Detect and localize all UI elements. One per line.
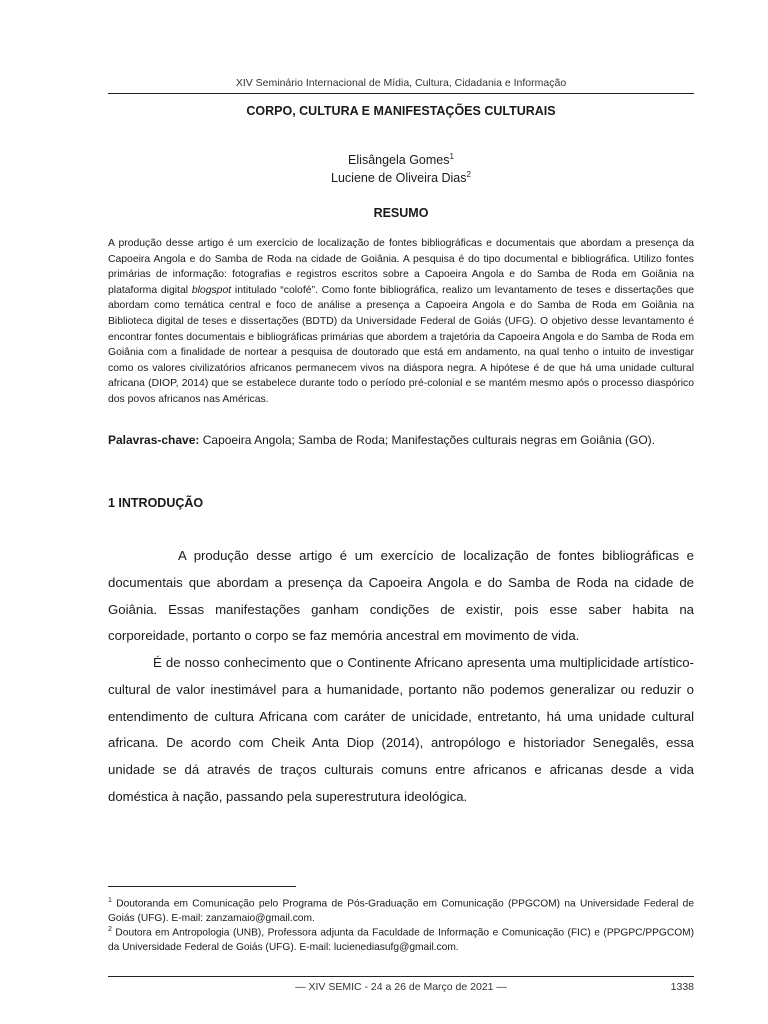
paper-title: CORPO, CULTURA E MANIFESTAÇÕES CULTURAIS xyxy=(246,104,556,118)
footer-conference: — XIV SEMIC - 24 a 26 de Março de 2021 — xyxy=(295,981,507,993)
body-paragraph-1: A produção desse artigo é um exercício de localização de fontes bibliográficas e documentais que abordam a presença da Capoeira Angola e do Samba de Roda na cidade de Goiânia. Essas manifestações ganham condições de existir, pois esse saber habita na corporeidade, portanto o corpo se faz memória ancestral em movimento de vida. xyxy=(108,548,694,644)
abstract-part-2: intitulado “colofé”. Como fonte bibliográfica, realizo um levantamento de teses e dissertações que abordam como temática central e foco de análise a presença a Capoeira Angola e do Samba de Roda em Goiânia na Biblioteca digital de teses e dissertações (BDTD) da Universidade Federal de Goiás (UFG). O objetivo desse levantamento é encontrar fontes documentais e bibliográficas primárias que abordem a trajetória da Capoeira Angola e do Samba de Roda em Goiânia com a finalidade de nortear a pesquisa de doutorado que está em andamento, na qual tenho o intuito de investigar como os valores civilizatórios africanos permanecem vivos na diáspora negra. A hipótese é de que há uma unidade cultural africana (DIOP, 2014) que se estabelece durante todo o período pré-colonial e se mantém mesmo após o processo diaspórico dos povos africanos nas Américas. xyxy=(108,284,694,405)
keywords xyxy=(108,433,694,447)
abstract-italic-term: blogspot xyxy=(191,284,232,296)
body-paragraph-2: É de nosso conhecimento que o Continente Africano apresenta uma multiplicidade artístico-cultural de valor inestimável para a humanidade, portanto não podemos generalizar ou reduzir o entendimento de cultura Africana com caráter de unicidade, entretanto, há uma unidade cultural africana. De acordo com Cheik Anta Diop (2014), antropólogo e historiador Senegalês, essa unidade se dá através de traços culturais comuns entre africanos e africanas desde a vida doméstica à nação, passando pela superestrutura ideológica. xyxy=(108,655,694,804)
abstract-part-1: A produção desse artigo é um exercício de localização de fontes bibliográficas e documentais que abordam a presença da Capoeira Angola e do Samba de Roda na cidade de Goiânia. A pesquisa é do tipo documental e bibliográfica. Utilizo fontes primárias de informação: fotografias e registros escritos sobre a Capoeira Angola e do Samba de Roda em Goiânia na plataforma digital xyxy=(108,238,694,296)
footnote-2-text: Doutora em Antropologia (UNB), Professora adjunta da Faculdade de Informação e Comunicação (FIC) e (PPGPC/PPGCOM) da Universidade Federal de Goiás (UFG). E-mail: lucienediasufg@gmail.com. xyxy=(108,927,694,953)
author-1 xyxy=(108,152,694,167)
page-number: 1338 xyxy=(670,981,694,993)
author-2-footnote-mark[interactable]: 2 xyxy=(466,170,471,179)
footer-rule xyxy=(108,976,694,977)
author-2 xyxy=(108,170,694,185)
footnote-2-mark: 2 xyxy=(108,926,112,933)
header-rule xyxy=(108,93,694,94)
author-1-name: Elisângela Gomes xyxy=(348,153,450,168)
author-1-footnote-mark[interactable]: 1 xyxy=(449,152,454,161)
author-2-name: Luciene de Oliveira Dias xyxy=(331,171,467,186)
section-heading-introduction: 1 INTRODUÇÃO xyxy=(108,496,204,510)
footnote-1-text: Doutoranda em Comunicação pelo Programa de Pós-Graduação em Comunicação (PPGCOM) na Universidade Federal de Goiás (UFG). E-mail: zanzamaio@gmail.com. xyxy=(108,898,694,924)
footnote-1 xyxy=(108,894,694,926)
footnote-2 xyxy=(108,923,694,955)
keywords-label: Palavras-chave: xyxy=(108,433,200,447)
footnote-1-mark: 1 xyxy=(108,897,112,904)
keywords-text: Capoeira Angola; Samba de Roda; Manifestações culturais negras em Goiânia (GO). xyxy=(199,433,655,447)
abstract-text xyxy=(108,236,694,408)
abstract-heading: RESUMO xyxy=(373,206,429,220)
footnote-rule xyxy=(108,886,296,887)
running-header: XIV Seminário Internacional de Mídia, Cultura, Cidadania e Informação xyxy=(235,77,567,89)
